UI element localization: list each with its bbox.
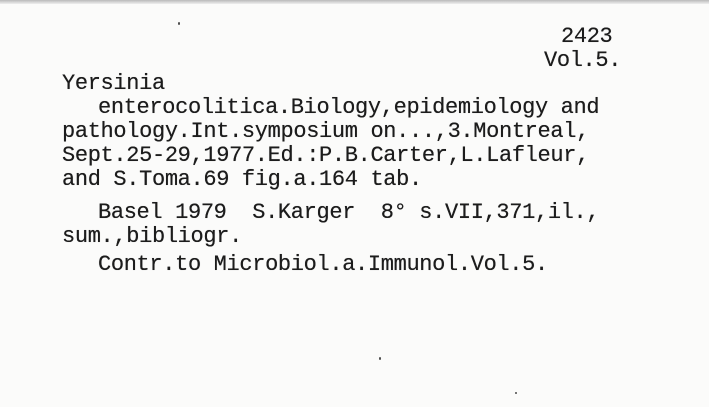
entry-line-1: enterocolitica.Biology,epidemiology and [98, 95, 600, 120]
volume-label: Vol.5. [544, 48, 622, 73]
entry-line-6: sum.,bibliogr. [62, 224, 242, 249]
paper-speck [178, 22, 180, 25]
subject-heading: Yersinia [62, 71, 165, 96]
entry-line-4: and S.Toma.69 fig.a.164 tab. [62, 167, 422, 192]
entry-line-3: Sept.25-29,1977.Ed.:P.B.Carter,L.Lafleur, [62, 143, 589, 168]
call-number: 2423 [561, 24, 613, 49]
card-top-edge [0, 0, 709, 4]
entry-line-2: pathology.Int.symposium on...,3.Montreal, [62, 119, 589, 144]
paper-speck [379, 357, 381, 360]
paper-speck [515, 392, 517, 394]
entry-line-5: Basel 1979 S.Karger 8° s.VII,371,il., [98, 200, 600, 225]
entry-line-7: Contr.to Microbiol.a.Immunol.Vol.5. [98, 252, 548, 277]
